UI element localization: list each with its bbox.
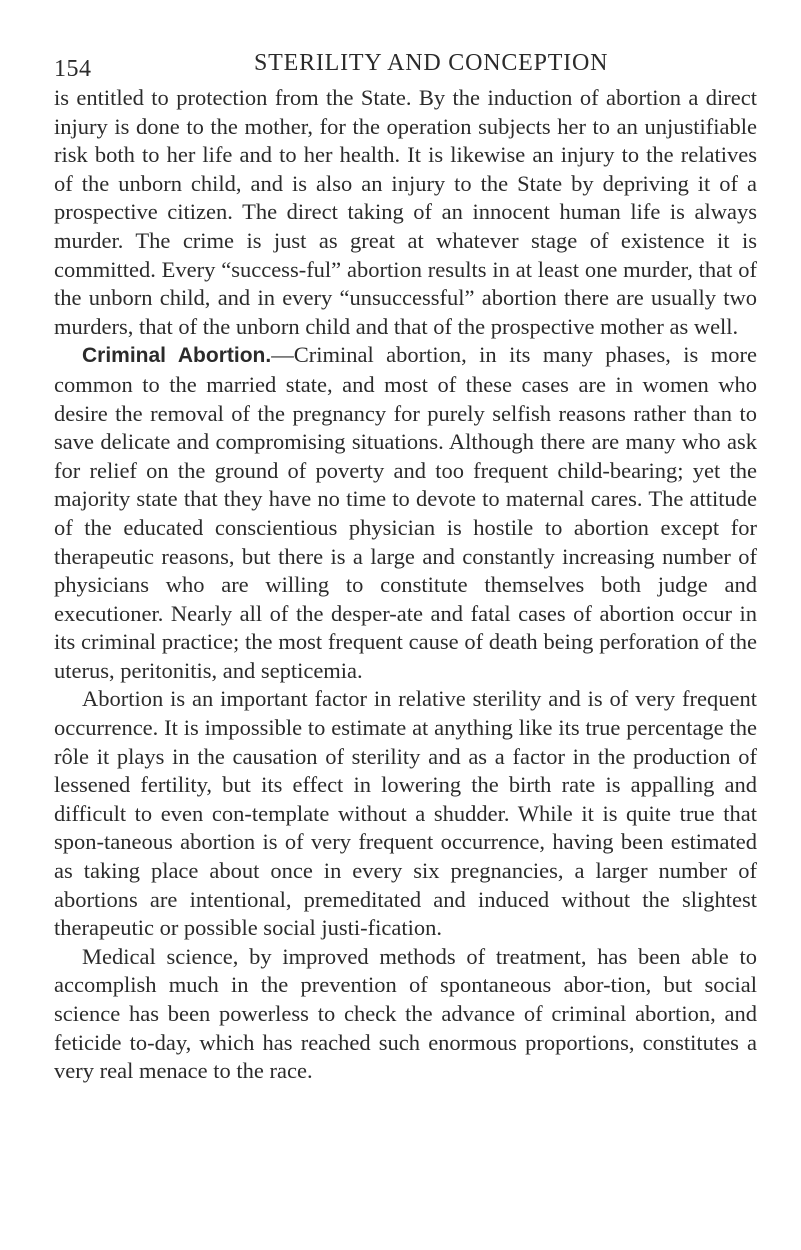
paragraph-criminal-abortion	[54, 341, 757, 685]
page-number: 154	[54, 56, 92, 82]
body-text	[54, 84, 757, 1086]
paragraph-continuation	[54, 84, 757, 341]
paragraph-relative-sterility	[54, 685, 757, 942]
running-title: STERILITY AND CONCEPTION	[254, 50, 609, 76]
paragraph-medical-science	[54, 943, 757, 1086]
section-heading: Criminal Abortion.	[82, 344, 272, 368]
paragraph-text: —Criminal abortion, in its many phases, is more common to the married state, and most of these cases are in women who desire the removal of the pregnancy for purely selfish reasons rather than to save delicate and compromising situations. Although there are many who ask for relief on the ground of poverty and too frequent child-bearing; yet the majority state that they have no time to devote to maternal cares. The attitude of the educated conscientious physician is hostile to abortion except for therapeutic reasons, but there is a large and constantly increasing number of physicians who are willing to constitute themselves both judge and executioner. Nearly all of the desper-ate and fatal cases of abortion occur in its criminal practice; the most frequent cause of death being perforation of the uterus, peritonitis, and septicemia.	[54, 342, 757, 683]
running-head	[54, 50, 754, 80]
paragraph-text: Medical science, by improved methods of treatment, has been able to accomplish much in the prevention of spontaneous abor-tion, but social science has been powerless to check the advance of criminal abortion, and feticide to-day, which has reached such enormous proportions, constitutes a very real menace to the race.	[54, 943, 757, 1084]
paragraph-text: Abortion is an important factor in relative sterility and is of very frequent occurrence. It is impossible to estimate at anything like its true percentage the rôle it plays in the causation of sterility and as a factor in the production of lessened fertility, but its effect in lowering the birth rate is appalling and difficult to even con-template without a shudder. While it is quite true that spon-taneous abortion is of very frequent occurrence, having been estimated as taking place about once in every six pregnancies, a larger number of abortions are intentional, premeditated and induced without the slightest therapeutic or possible social justi-fication.	[54, 686, 757, 941]
paragraph-text: is entitled to protection from the State. By the induction of abortion a direct injury is done to the mother, for the operation subjects her to an unjustifiable risk both to her life and to her health. It is likewise an injury to the relatives of the unborn child, and is also an injury to the State by depriving it of a prospective citizen. The direct taking of an innocent human life is always murder. The crime is just as great at whatever stage of existence it is committed. Every “success-ful” abortion results in at least one murder, that of the unborn child, and in every “unsuccessful” abortion there are usually two murders, that of the unborn child and that of the prospective mother as well.	[54, 85, 757, 339]
